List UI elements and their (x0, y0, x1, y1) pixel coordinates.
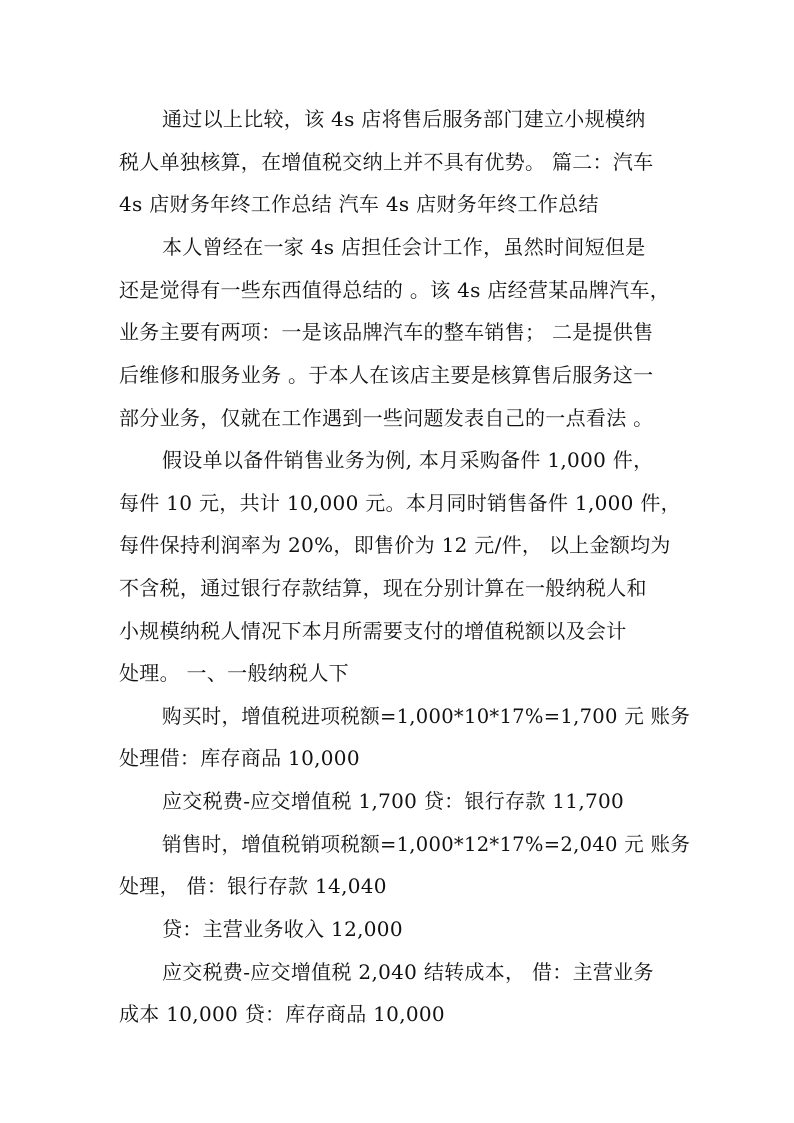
text-line: 假设单以备件销售业务为例, 本月采购备件 1,000 件， (162, 448, 654, 472)
text-line: 应交税费-应交增值税 1,700 贷：银行存款 11,700 (162, 789, 625, 813)
text-line: 销售时，增值税销项税额=1,000*12*17%=2,040 元 账务 (162, 832, 691, 856)
text-line: 4s 店财务年终工作总结 汽车 4s 店财务年终工作总结 (119, 192, 599, 216)
text-line: 成本 10,000 贷：库存商品 10,000 (119, 1002, 445, 1026)
text-line: 后维修和服务业务 。于本人在该店主要是核算售后服务这一 (119, 363, 654, 387)
text-line: 税人单独核算，在增值税交纳上并不具有优势。 篇二：汽车 (119, 150, 654, 174)
text-line: 贷：主营业务收入 12,000 (162, 917, 403, 941)
text-line: 通过以上比较，该 4s 店将售后服务部门建立小规模纳 (162, 107, 646, 131)
text-line: 每件 10 元，共计 10,000 元。本月同时销售备件 1,000 件， (119, 491, 681, 515)
text-line: 购买时，增值税进项税额=1,000*10*17%=1,700 元 账务 (162, 704, 691, 728)
text-line: 处理， 借：银行存款 14,040 (119, 874, 387, 898)
text-line: 处理借：库存商品 10,000 (119, 746, 360, 770)
text-line: 不含税，通过银行存款结算，现在分别计算在一般纳税人和 (119, 576, 647, 600)
text-line: 还是觉得有一些东西值得总结的 。该 4s 店经营某品牌汽车， (119, 278, 671, 302)
text-line: 业务主要有两项：一是该品牌汽车的整车销售； 二是提供售 (119, 320, 654, 344)
text-line: 应交税费-应交增值税 2,040 结转成本， 借：主营业务 (162, 960, 654, 984)
text-line: 本人曾经在一家 4s 店担任会计工作，虽然时间短但是 (162, 235, 646, 259)
text-line: 部分业务，仅就在工作遇到一些问题发表自己的一点看法 。 (119, 406, 654, 430)
text-line: 处理。 一、一般纳税人下 (119, 661, 349, 685)
text-line: 每件保持利润率为 20%，即售价为 12 元/件， 以上金额均为 (119, 533, 671, 557)
text-line: 小规模纳税人情况下本月所需要支付的增值税额以及会计 (119, 619, 627, 643)
